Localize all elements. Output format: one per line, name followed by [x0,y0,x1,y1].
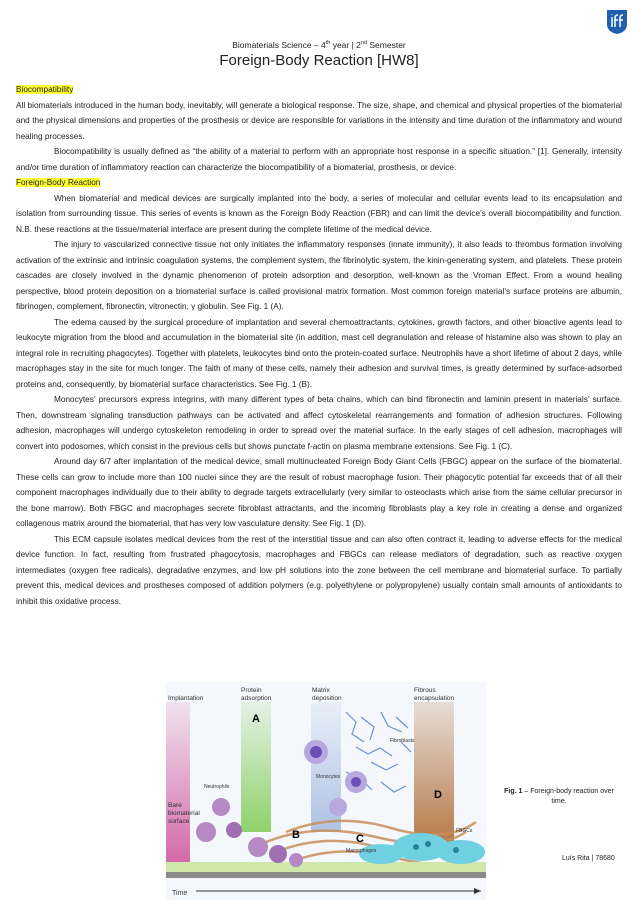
paragraph: Monocytes’ precursors express integrins, with many different types of beta chains, which can bind fibronectin and laminin present in materials’ surface. Then, downstream signaling transduction pathways can be activated and affect cytoskeletal rearrangements and formation of adhesion structures. Following adhesion, macrophages will undergo cytoskeleton remodeling in order to spread over the material surface. In the early stages of cell adhesion, macrophages will convert into podosomes, which consist in the previous cells but shows punctate f-actin on plasma membrane extensions. See Fig. 1 (C). [16,395,622,451]
label-macrophages: Macrophages [346,848,377,854]
paragraph: Biocompatibility is usually defined as “the ability of a material to perform with an appropriate host response in a specific situation.” [1]. Generally, intensity and/or time duration of inflammatory reaction can characterize the biocompatibility of a biomaterial, prosthesis, or device. [16,147,622,172]
author-credit: Luís Rita | 78680 [562,855,615,862]
fibrous-column [414,702,454,852]
paragraph: The edema caused by the surgical procedure of implantation and several chemoattractants, cytokines, growth factors, and other bioactive agents lead to leukocyte migration from the blood and accumulation in the biomaterial site (in addition, mast cell degranulation and release of histamine also was shown to play an integral role in recruiting phagocytes). Together with platelets, leukocytes bind onto the protein-coated surface. Neutrophils have a short lifetime of about 2 days, while macrophages stay in the site for much longer. The faith of many of these cells, namely their adhesion and survival times, is greatly determined by surface-adsorbed proteins and, consequently, by biomaterial surface characteristics. See Fig. 1 (B). [16,317,622,389]
document-header: Biomaterials Science – 4th year | 2nd Semester [232,40,406,50]
marker-a: A [252,713,260,725]
document-body [16,82,622,609]
paragraph: When biomaterial and medical devices are surgically implanted into the body, a series of molecular and cellular events lead to its encapsulation and isolation from surrounding tissue. This series of events is known as the Foreign Body Reaction (FBR) and can limit the device's overall biocompatibility and function. N.B. these reactions at the tissue/material interface are present during the complete lifetime of the medical device. [16,193,622,234]
fbr-figure [166,682,486,900]
page-title: Foreign-Body Reaction [HW8] [219,52,419,69]
label-monocytes: Monocytes [316,774,341,780]
label-fbgcs: FBGCs [456,828,473,834]
marker-c: C [356,833,364,845]
label-time: Time [172,890,188,897]
marker-b: B [292,829,300,841]
paragraph: The injury to vascularized connective tissue not only initiates the inflammatory responses (innate immunity), it also leads to thrombus formation involving activation of the extrinsic and intrinsic coagulation systems, the complement system, the fibrinolytic system, the kinin-generating system, and platelets. These protein cascades are closely involved in the dynamic phenomenon of protein adsorption and desorption, well-known as the Vroman Effect. From a wound healing perspective, blood protein deposition on a biomaterial surface is called provisional matrix formation. Most common foreign material’s surface proteins are albumin, fibrinogen, complement, fibronectin, vitronectin, γ globulin. See Fig. 1 (A). [16,240,622,311]
label-bare: Bare [168,802,182,809]
label-bare-2: biomaterial [168,810,200,817]
label-fibroblasts: Fibroblasts [390,738,415,744]
biomaterial-surface [166,862,486,872]
section-heading-biocompatibility: Biocompatibility [16,85,74,94]
paragraph: This ECM capsule isolates medical devices from the rest of the interstitial tissue and can also often contract it, leading to adverse effects for the medical device function. In fact, resulting from frustrated phagocytosis, macrophages and FBGCs can release mediators of degradation, such as reactive oxygen intermediates (oxygen free radicals), degradative enzymes, and low pH solutions into the zone between the cell membrane and biomaterial surface. To partially prevent this, medical devices and prostheses composed of addition polymers (e.g. polyethylene or polypropylene) usually contain small amounts of antioxidants to inhibit this oxidative process. [16,534,622,606]
marker-d: D [434,789,442,801]
label-implantation: Implantation [168,695,204,702]
label-neutrophils: Neutrophils [204,784,230,790]
label-bare-3: surface [168,818,190,825]
section-heading-foreign-body-reaction: Foreign-Body Reaction [16,178,101,187]
label-fibrous: Fibrous [414,687,436,694]
label-fibrous-2: encapsulation [414,695,455,702]
paragraph: Around day 6/7 after implantation of the medical device, small multinucleated Foreign Body Giant Cells (FBGC) appear on the surface of the biomaterial. These cells can grow to include more than 100 nuclei since they are the result of robust macrophage fusion. Their phagocytic potential far exceeds that of all their component macrophages individually due to their ability to degrade targets extracellularly (very similar to osteoclasts which arise from the same cellular precursor in the bone marrow). Both FBGC and macrophages secrete fibroblast attractants, and the incoming fibroblasts play a key role in creating a dense and organized collagenous matrix around the biomaterial, that has very low vasculature density. See Fig. 1 (D). [16,457,622,528]
label-matrix-2: deposition [312,695,342,702]
label-protein-2: adsorption [241,695,272,702]
label-matrix: Matrix [312,687,330,694]
university-logo [606,9,628,35]
paragraph: All biomaterials introduced in the human body, inevitably, will generate a biological response. The size, shape, and chemical and physical properties of the biomaterial and the physical dimensions and properties of the prosthesis or device are responsible for variations in the intensity and time duration of the inflammatory and wound healing processes. [16,100,622,141]
label-protein: Protein [241,687,262,694]
figure-caption: Fig. 1 – Foreign-body reaction over time. [504,788,614,805]
implantation-column [166,702,190,862]
